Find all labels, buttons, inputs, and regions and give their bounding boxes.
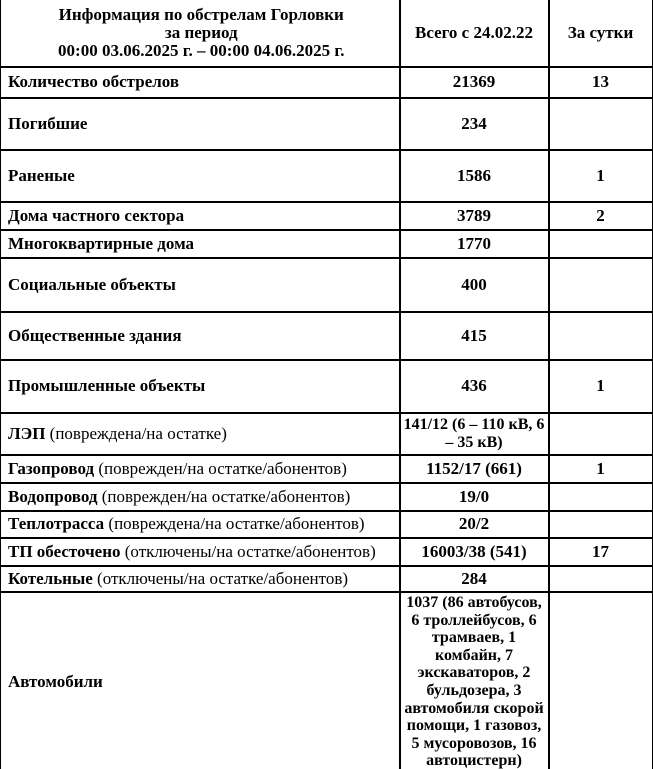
row-label: Газопровод <box>8 458 95 478</box>
row-daily-value <box>549 592 653 769</box>
row-total-value: 21369 <box>400 67 549 98</box>
row-total-value: 436 <box>400 360 549 413</box>
row-daily-value <box>549 312 653 360</box>
row-label: Промышленные объекты <box>8 376 206 396</box>
table-row <box>1 98 653 150</box>
table-header-row <box>1 0 653 67</box>
row-total-value: 1770 <box>400 230 549 258</box>
row-total-value: 3789 <box>400 202 549 230</box>
row-label-cell <box>1 360 400 413</box>
table-title-line-1: Информация по обстрелам Горловки <box>58 5 344 25</box>
row-total-value: 284 <box>400 566 549 592</box>
table-row <box>1 483 653 511</box>
row-label-note: (повреждена/на остатке/абонентов) <box>104 514 365 534</box>
row-label-cell <box>1 592 400 769</box>
table-row <box>1 566 653 592</box>
row-daily-value <box>549 230 653 258</box>
row-total-value: 1152/17 (661) <box>400 455 549 483</box>
row-daily-value: 1 <box>549 150 653 202</box>
row-total-value: 20/2 <box>400 511 549 538</box>
table-row <box>1 592 653 769</box>
row-label-cell <box>1 413 400 455</box>
row-daily-value <box>549 413 653 455</box>
row-label: Многоквартирные дома <box>8 233 195 253</box>
row-label-note: (отключены/на остатке/абонентов) <box>120 541 376 561</box>
row-label-cell <box>1 258 400 312</box>
row-daily-value <box>549 483 653 511</box>
row-label-cell <box>1 511 400 538</box>
row-label: Водопровод <box>8 486 98 506</box>
row-label: Количество обстрелов <box>8 72 180 92</box>
table-title-cell <box>1 0 400 67</box>
row-label-cell <box>1 312 400 360</box>
row-label-cell <box>1 202 400 230</box>
row-daily-value: 1 <box>549 455 653 483</box>
table-row <box>1 312 653 360</box>
table-row <box>1 150 653 202</box>
table-title-line-3: 00:00 03.06.2025 г. – 00:00 04.06.2025 г. <box>58 40 345 60</box>
row-label-cell <box>1 98 400 150</box>
row-label-cell <box>1 566 400 592</box>
column-header-daily: За сутки <box>549 0 653 67</box>
row-label-note: (повреждена/на остатке) <box>45 423 227 443</box>
row-label: Раненые <box>8 165 75 185</box>
row-label: Теплотрасса <box>8 514 105 534</box>
table-row <box>1 511 653 538</box>
row-daily-value: 13 <box>549 67 653 98</box>
row-label: Котельные <box>8 568 93 588</box>
row-label-note: (поврежден/на остатке/абонентов) <box>94 458 347 478</box>
row-label: Общественные здания <box>8 325 182 345</box>
row-total-value: 400 <box>400 258 549 312</box>
table-row <box>1 202 653 230</box>
row-label: Дома частного сектора <box>8 205 185 225</box>
row-daily-value <box>549 258 653 312</box>
row-daily-value <box>549 566 653 592</box>
row-label: Автомобили <box>8 671 103 691</box>
row-label-cell <box>1 538 400 566</box>
row-label: Социальные объекты <box>8 274 176 294</box>
row-total-value: 234 <box>400 98 549 150</box>
table-row <box>1 413 653 455</box>
row-total-value: 19/0 <box>400 483 549 511</box>
row-daily-value: 17 <box>549 538 653 566</box>
row-total-value: 16003/38 (541) <box>400 538 549 566</box>
row-daily-value <box>549 98 653 150</box>
row-daily-value: 2 <box>549 202 653 230</box>
row-total-value: 415 <box>400 312 549 360</box>
row-label: Погибшие <box>8 113 88 133</box>
row-label: ТП обесточено <box>8 541 121 561</box>
table-row <box>1 230 653 258</box>
row-total-value: 1586 <box>400 150 549 202</box>
table-row <box>1 455 653 483</box>
row-label-note: (поврежден/на остатке/абонентов) <box>97 486 351 506</box>
row-total-value: 1037 (86 автобусов, 6 троллейбусов, 6 трамваев, 1 комбайн, 7 экскаваторов, 2 бульдозера, 3 автомобиля скорой помощи, 1 газовоз, 5 мусоровозов, 16 автоцистерн) <box>400 592 549 769</box>
row-daily-value: 1 <box>549 360 653 413</box>
table-body <box>1 0 653 769</box>
table-row <box>1 360 653 413</box>
table-row <box>1 67 653 98</box>
table-row <box>1 258 653 312</box>
table-title-line-2: за период <box>164 23 238 43</box>
row-daily-value <box>549 511 653 538</box>
column-header-total: Всего с 24.02.22 <box>400 0 549 67</box>
row-label-cell <box>1 67 400 98</box>
table-row <box>1 538 653 566</box>
row-label-cell <box>1 230 400 258</box>
row-label-cell <box>1 150 400 202</box>
row-label-cell <box>1 455 400 483</box>
row-total-value: 141/12 (6 – 110 кВ, 6 – 35 кВ) <box>400 413 549 455</box>
row-label-note: (отключены/на остатке/абонентов) <box>92 568 349 588</box>
row-label-cell <box>1 483 400 511</box>
row-label: ЛЭП <box>8 423 46 443</box>
